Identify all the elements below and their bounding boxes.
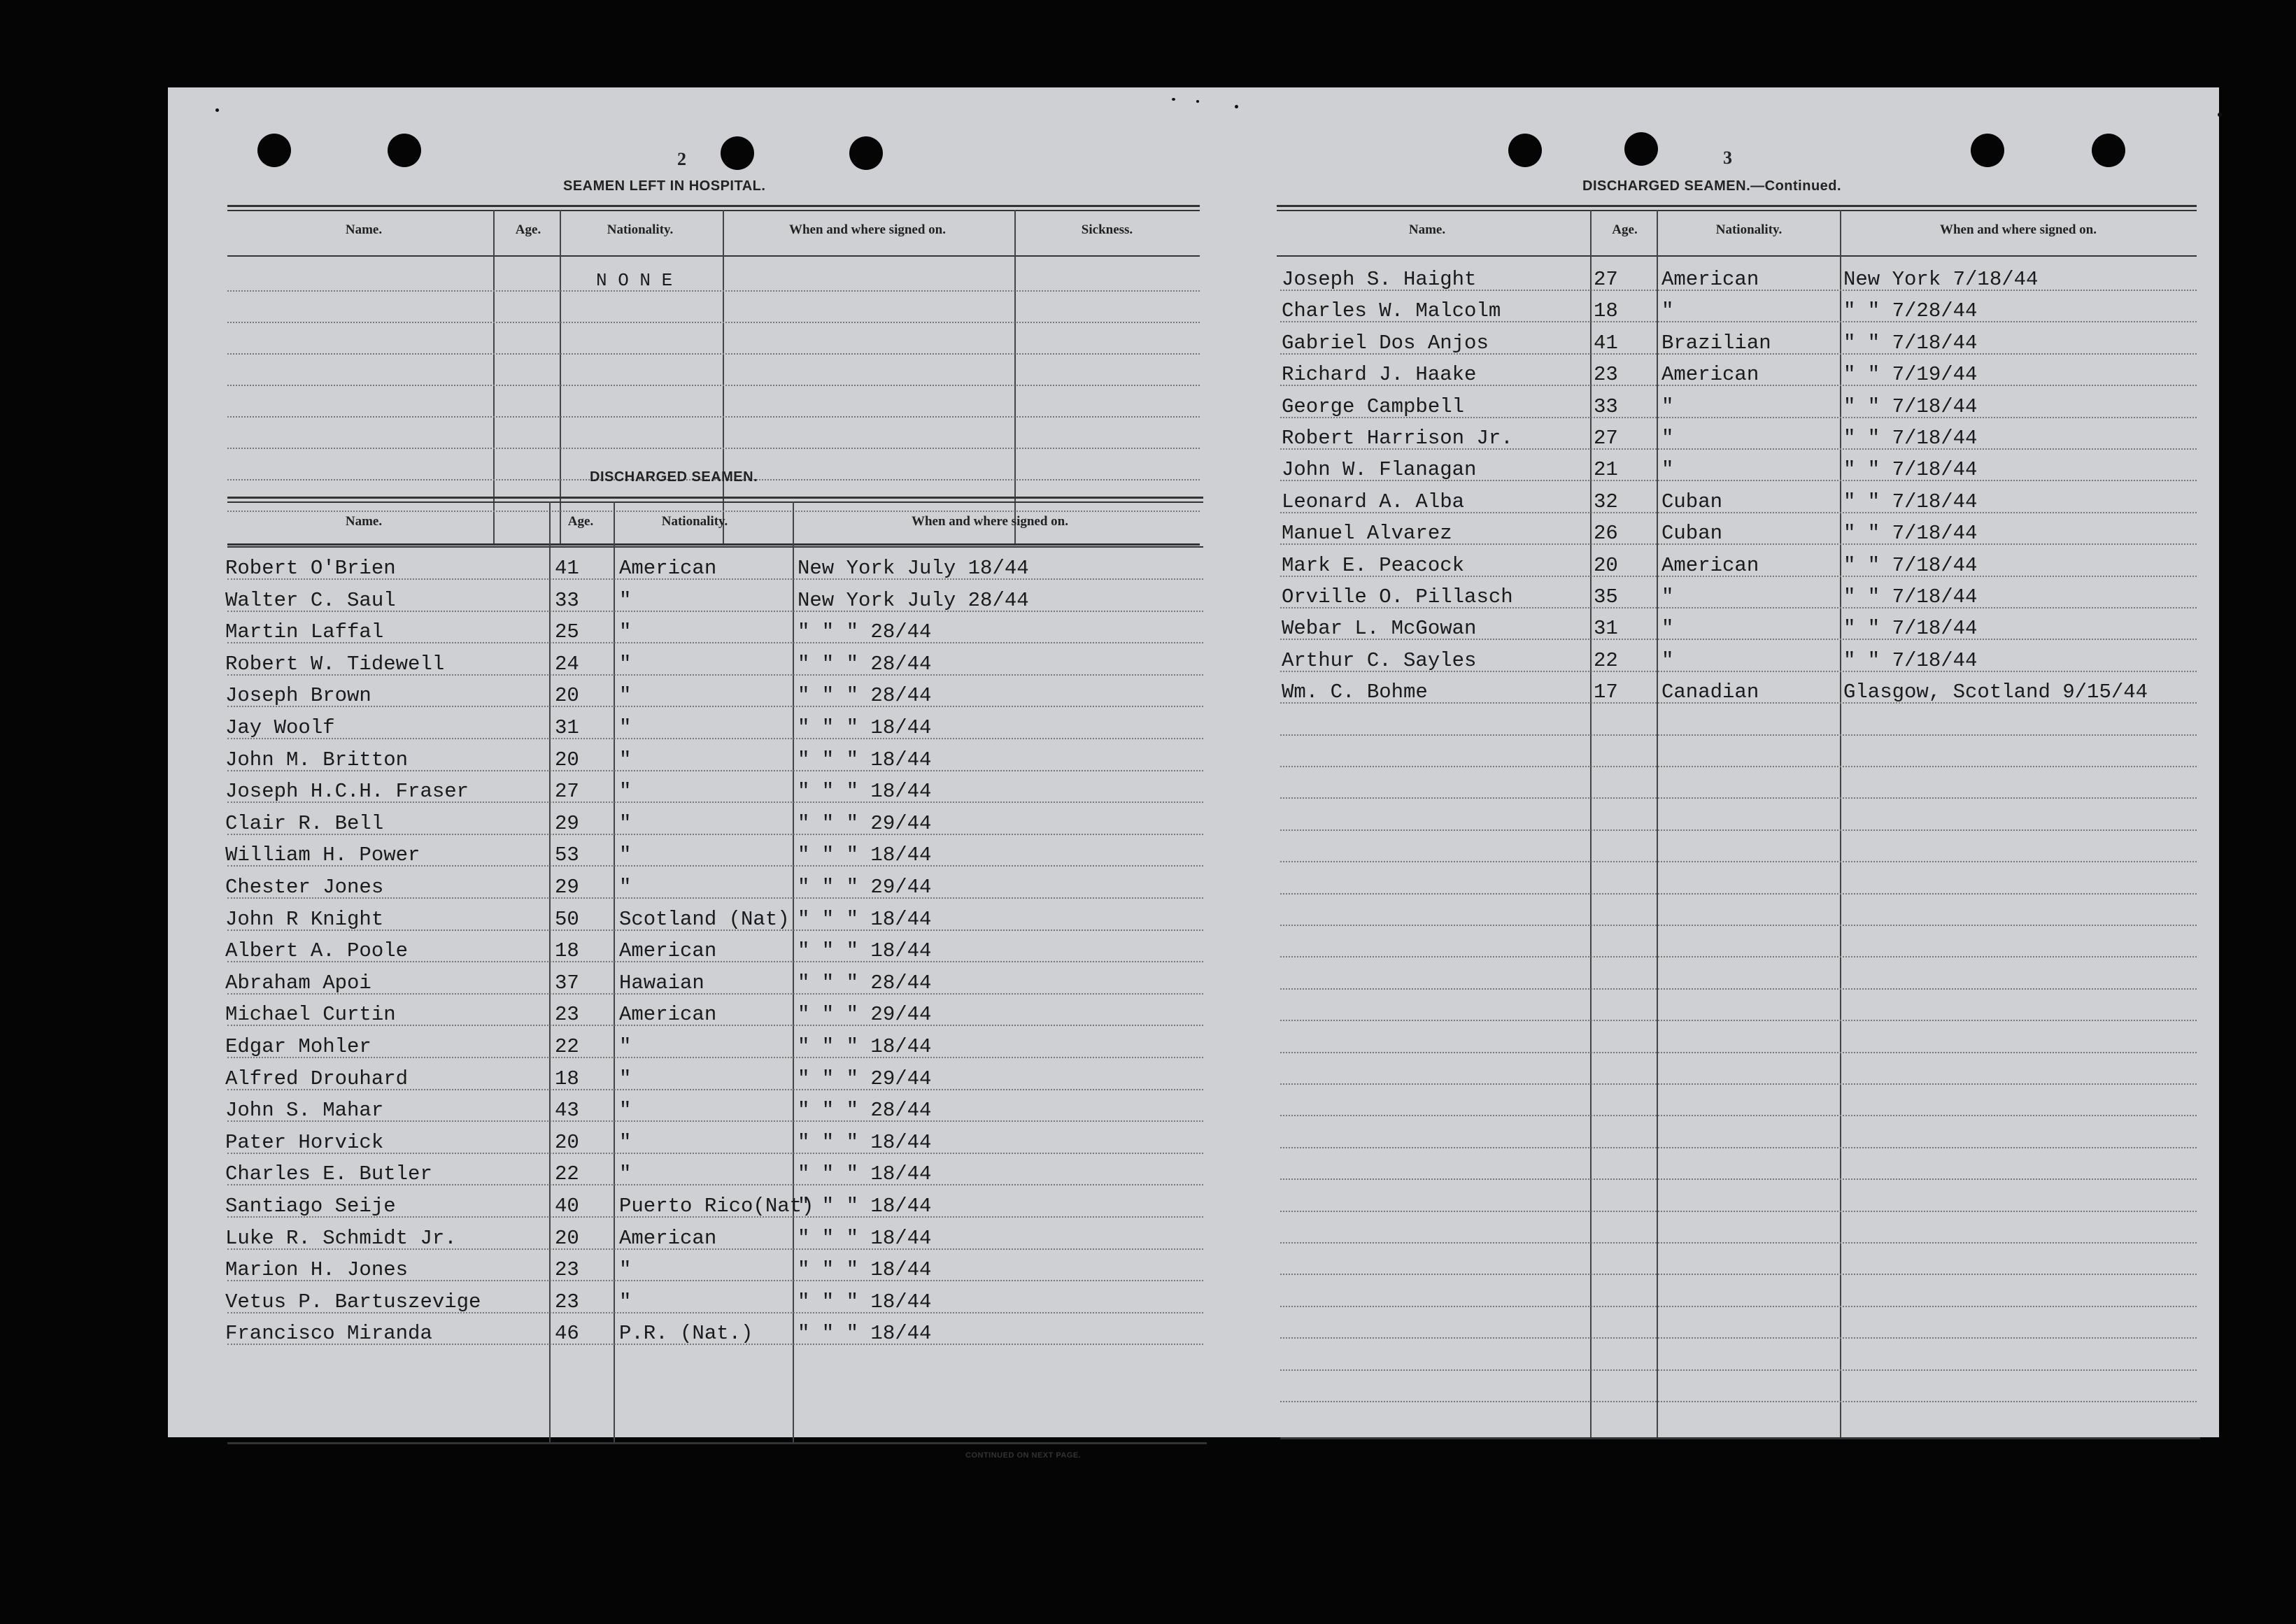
column-header: Name. bbox=[1408, 222, 1446, 237]
rule bbox=[1277, 205, 2197, 207]
cell-signed: " " " 18/44 bbox=[798, 907, 932, 931]
cell-name: Manuel Alvarez bbox=[1282, 522, 1452, 546]
row-line bbox=[1280, 1306, 2197, 1307]
cell-signed: " " " 29/44 bbox=[798, 1067, 932, 1090]
column-header: Nationality. bbox=[1715, 222, 1783, 237]
cell-name: Leonard A. Alba bbox=[1282, 490, 1465, 513]
cell-age: 18 bbox=[555, 1067, 579, 1090]
cell-age: 22 bbox=[555, 1035, 579, 1058]
binder-hole bbox=[2092, 134, 2125, 167]
column-header: When and where signed on. bbox=[1939, 222, 2097, 237]
cell-age: 53 bbox=[555, 843, 579, 867]
cell-signed: " " " 18/44 bbox=[798, 780, 932, 804]
row-line bbox=[1280, 829, 2197, 831]
rule bbox=[227, 501, 1203, 503]
cell-nationality: " bbox=[1661, 427, 1674, 450]
cell-age: 31 bbox=[1594, 617, 1618, 641]
cell-nationality: " bbox=[1661, 458, 1674, 482]
cell-signed: " " " 18/44 bbox=[798, 1258, 932, 1282]
cell-age: 41 bbox=[555, 557, 579, 580]
row-line bbox=[1280, 925, 2197, 926]
cell-nationality: " bbox=[619, 1099, 632, 1123]
row-line bbox=[1280, 1337, 2197, 1339]
cell-signed: " " " 29/44 bbox=[798, 876, 932, 899]
cell-age: 20 bbox=[1594, 553, 1618, 577]
cell-signed: New York July 28/44 bbox=[798, 588, 1029, 612]
cell-name: Edgar Mohler bbox=[225, 1035, 371, 1058]
rule bbox=[227, 543, 1200, 546]
cell-age: 37 bbox=[555, 971, 579, 995]
cell-signed: " " 7/18/44 bbox=[1843, 394, 1978, 418]
cell-name: Alfred Drouhard bbox=[225, 1067, 409, 1090]
cell-nationality: " bbox=[619, 684, 632, 708]
rule bbox=[227, 497, 1203, 499]
cell-signed: " " " 28/44 bbox=[798, 971, 932, 995]
row-line bbox=[227, 738, 1203, 739]
cell-nationality: " bbox=[619, 652, 632, 676]
cell-age: 23 bbox=[555, 1290, 579, 1313]
cell-age: 35 bbox=[1594, 585, 1618, 608]
cell-age: 23 bbox=[555, 1003, 579, 1027]
cell-signed: " " 7/18/44 bbox=[1843, 427, 1978, 450]
cell-nationality: " bbox=[619, 588, 632, 612]
column-header: When and where signed on. bbox=[788, 222, 946, 237]
column-header: Nationality. bbox=[661, 514, 728, 529]
cell-name: Charles E. Butler bbox=[225, 1162, 432, 1186]
cell-name: Chester Jones bbox=[225, 876, 384, 899]
cell-name: Wm. C. Bohme bbox=[1282, 681, 1428, 704]
page-number: 2 bbox=[677, 149, 686, 169]
cell-signed: " " 7/18/44 bbox=[1843, 522, 1978, 546]
row-line bbox=[1280, 1242, 2197, 1244]
cell-signed: " " " 18/44 bbox=[798, 1162, 932, 1186]
row-line bbox=[1280, 766, 2197, 767]
row-line bbox=[1280, 1369, 2197, 1371]
cell-name: Abraham Apoi bbox=[225, 971, 371, 995]
continued-note: CONTINUED ON NEXT PAGE. bbox=[965, 1451, 1082, 1460]
cell-signed: " " " 28/44 bbox=[798, 1099, 932, 1123]
rule bbox=[227, 205, 1200, 207]
cell-name: John W. Flanagan bbox=[1282, 458, 1477, 482]
cell-signed: " " 7/18/44 bbox=[1843, 648, 1978, 672]
cell-nationality: " bbox=[619, 876, 632, 899]
cell-age: 20 bbox=[555, 1130, 579, 1154]
cell-nationality: " bbox=[619, 1290, 632, 1313]
cell-age: 27 bbox=[1594, 268, 1618, 291]
cell-nationality: American bbox=[1661, 363, 1759, 387]
cell-name: Jay Woolf bbox=[225, 716, 335, 739]
cell-age: 22 bbox=[555, 1162, 579, 1186]
cell-nationality: American bbox=[1661, 553, 1759, 577]
cell-age: 20 bbox=[555, 684, 579, 708]
cell-nationality: " bbox=[619, 1067, 632, 1090]
page-number: 3 bbox=[1723, 148, 1732, 168]
column-header: When and where signed on. bbox=[911, 514, 1068, 529]
cell-nationality: " bbox=[619, 716, 632, 739]
cell-nationality: " bbox=[619, 1162, 632, 1186]
cell-signed: " " " 18/44 bbox=[798, 748, 932, 771]
cell-signed: " " " 18/44 bbox=[798, 1035, 932, 1058]
row-line bbox=[227, 993, 1203, 995]
cell-nationality: " bbox=[619, 620, 632, 644]
cell-age: 31 bbox=[555, 716, 579, 739]
binder-hole bbox=[1508, 134, 1542, 167]
cell-age: 23 bbox=[555, 1258, 579, 1282]
cell-nationality: " bbox=[619, 1258, 632, 1282]
binder-hole bbox=[1971, 134, 2004, 167]
binder-hole bbox=[849, 136, 883, 170]
cell-nationality: American bbox=[619, 557, 717, 580]
row-line bbox=[1280, 1211, 2197, 1212]
cell-signed: " " " 18/44 bbox=[798, 843, 932, 867]
cell-nationality: Canadian bbox=[1661, 681, 1759, 704]
row-line bbox=[1280, 1052, 2197, 1053]
cell-signed: " " " 28/44 bbox=[798, 684, 932, 708]
hospital-section-title: SEAMEN LEFT IN HOSPITAL. bbox=[563, 178, 766, 194]
row-line bbox=[1280, 1083, 2197, 1085]
row-line bbox=[227, 1057, 1203, 1058]
cell-nationality: American bbox=[619, 1003, 717, 1027]
cell-age: 17 bbox=[1594, 681, 1618, 704]
cell-name: Walter C. Saul bbox=[225, 588, 396, 612]
column-header: Age. bbox=[567, 514, 594, 529]
row-line bbox=[1280, 1020, 2197, 1021]
cell-age: 29 bbox=[555, 876, 579, 899]
cell-age: 20 bbox=[555, 748, 579, 771]
cell-signed: " " " 18/44 bbox=[798, 1195, 932, 1218]
cell-name: Vetus P. Bartuszevige bbox=[225, 1290, 481, 1313]
cell-age: 20 bbox=[555, 1226, 579, 1250]
cell-signed: " " " 18/44 bbox=[798, 1290, 932, 1313]
cell-name: George Campbell bbox=[1282, 394, 1465, 418]
cell-age: 23 bbox=[1594, 363, 1618, 387]
binder-hole bbox=[257, 134, 291, 167]
cell-signed: Glasgow, Scotland 9/15/44 bbox=[1843, 681, 2148, 704]
cell-signed: " " " 18/44 bbox=[798, 1226, 932, 1250]
cell-name: Mark E. Peacock bbox=[1282, 553, 1465, 577]
cell-nationality: " bbox=[1661, 394, 1674, 418]
cell-name: Webar L. McGowan bbox=[1282, 617, 1477, 641]
cell-signed: " " " 18/44 bbox=[798, 939, 932, 963]
cell-nationality: American bbox=[619, 1226, 717, 1250]
column-header: Sickness. bbox=[1081, 222, 1133, 237]
right-page bbox=[1217, 87, 2219, 1437]
cell-age: 32 bbox=[1594, 490, 1618, 513]
rule bbox=[227, 255, 1200, 257]
cell-signed: " " 7/19/44 bbox=[1843, 363, 1978, 387]
cell-name: John S. Mahar bbox=[225, 1099, 384, 1123]
cell-signed: " " 7/18/44 bbox=[1843, 490, 1978, 513]
row-line bbox=[1280, 1147, 2197, 1148]
cell-age: 41 bbox=[1594, 331, 1618, 355]
cell-age: 27 bbox=[555, 780, 579, 804]
row-line bbox=[1280, 1178, 2197, 1180]
cell-signed: " " " 29/44 bbox=[798, 1003, 932, 1027]
row-line bbox=[1280, 1401, 2197, 1402]
row-line bbox=[1280, 1115, 2197, 1116]
rule bbox=[227, 1442, 1207, 1444]
cell-name: Orville O. Pillasch bbox=[1282, 585, 1513, 608]
cell-signed: " " 7/28/44 bbox=[1843, 299, 1978, 323]
cell-signed: " " 7/18/44 bbox=[1843, 617, 1978, 641]
cell-name: John R Knight bbox=[225, 907, 384, 931]
row-line bbox=[1280, 861, 2197, 862]
column-header: Name. bbox=[345, 222, 383, 237]
column-header: Name. bbox=[345, 514, 383, 529]
cell-age: 21 bbox=[1594, 458, 1618, 482]
cell-nationality: American bbox=[619, 939, 717, 963]
cell-age: 46 bbox=[555, 1322, 579, 1346]
cell-name: Joseph S. Haight bbox=[1282, 268, 1477, 291]
cell-nationality: Scotland (Nat) bbox=[619, 907, 790, 931]
cell-nationality: " bbox=[1661, 648, 1674, 672]
cell-age: 43 bbox=[555, 1099, 579, 1123]
cell-age: 18 bbox=[555, 939, 579, 963]
row-line bbox=[1280, 1274, 2197, 1275]
cell-name: Arthur C. Sayles bbox=[1282, 648, 1477, 672]
cell-nationality: Puerto Rico(Nat) bbox=[619, 1195, 814, 1218]
cell-name: Richard J. Haake bbox=[1282, 363, 1477, 387]
discharged-section-title: DISCHARGED SEAMEN. bbox=[590, 469, 758, 485]
cell-name: Michael Curtin bbox=[225, 1003, 396, 1027]
rule bbox=[227, 546, 1203, 548]
cell-signed: " " " 18/44 bbox=[798, 1130, 932, 1154]
cell-name: John M. Britton bbox=[225, 748, 409, 771]
cell-age: 40 bbox=[555, 1195, 579, 1218]
cell-signed: " " 7/18/44 bbox=[1843, 553, 1978, 577]
cell-name: Gabriel Dos Anjos bbox=[1282, 331, 1489, 355]
cell-signed: New York July 18/44 bbox=[798, 557, 1029, 580]
cell-name: Joseph Brown bbox=[225, 684, 371, 708]
cell-age: 26 bbox=[1594, 522, 1618, 546]
cell-signed: " " " 28/44 bbox=[798, 620, 932, 644]
cell-age: 24 bbox=[555, 652, 579, 676]
cell-nationality: " bbox=[619, 843, 632, 867]
rule bbox=[1280, 1437, 2200, 1439]
cell-age: 25 bbox=[555, 620, 579, 644]
cell-signed: " " 7/18/44 bbox=[1843, 331, 1978, 355]
cell-nationality: Hawaian bbox=[619, 971, 704, 995]
column-header: Age. bbox=[1612, 222, 1638, 237]
cell-signed: " " " 29/44 bbox=[798, 811, 932, 835]
row-line bbox=[1280, 893, 2197, 895]
binder-hole bbox=[388, 134, 421, 167]
rule bbox=[1277, 210, 2197, 211]
cell-nationality: Cuban bbox=[1661, 522, 1723, 546]
left-page bbox=[168, 87, 1217, 1460]
cell-nationality: " bbox=[619, 811, 632, 835]
cell-name: William H. Power bbox=[225, 843, 420, 867]
cell-signed: " " 7/18/44 bbox=[1843, 585, 1978, 608]
cell-name: Luke R. Schmidt Jr. bbox=[225, 1226, 457, 1250]
cell-name: Robert Harrison Jr. bbox=[1282, 427, 1513, 450]
binder-hole bbox=[721, 136, 754, 170]
hospital-none-entry: N O N E bbox=[596, 270, 673, 291]
row-line bbox=[1280, 988, 2197, 990]
cell-nationality: P.R. (Nat.) bbox=[619, 1322, 753, 1346]
binder-hole bbox=[1624, 132, 1658, 166]
cell-nationality: " bbox=[1661, 299, 1674, 323]
cell-nationality: Cuban bbox=[1661, 490, 1723, 513]
cell-age: 18 bbox=[1594, 299, 1618, 323]
cell-name: Joseph H.C.H. Fraser bbox=[225, 780, 469, 804]
cell-nationality: Brazilian bbox=[1661, 331, 1771, 355]
cell-signed: " " 7/18/44 bbox=[1843, 458, 1978, 482]
cell-nationality: American bbox=[1661, 268, 1759, 291]
cell-age: 33 bbox=[555, 588, 579, 612]
row-line bbox=[227, 706, 1203, 707]
cell-age: 22 bbox=[1594, 648, 1618, 672]
cell-age: 33 bbox=[1594, 394, 1618, 418]
cell-age: 27 bbox=[1594, 427, 1618, 450]
cell-name: Martin Laffal bbox=[225, 620, 384, 644]
row-line bbox=[1280, 956, 2197, 957]
cell-name: Santiago Seije bbox=[225, 1195, 396, 1218]
cell-nationality: " bbox=[619, 1035, 632, 1058]
cell-nationality: " bbox=[619, 1130, 632, 1154]
cell-signed: " " " 28/44 bbox=[798, 652, 932, 676]
cell-name: Robert W. Tidewell bbox=[225, 652, 445, 676]
row-line bbox=[1280, 734, 2197, 736]
cell-name: Marion H. Jones bbox=[225, 1258, 409, 1282]
cell-age: 29 bbox=[555, 811, 579, 835]
cell-nationality: " bbox=[619, 748, 632, 771]
cell-nationality: " bbox=[1661, 617, 1674, 641]
column-header: Nationality. bbox=[607, 222, 674, 237]
cell-name: Francisco Miranda bbox=[225, 1322, 432, 1346]
cell-nationality: " bbox=[1661, 585, 1674, 608]
cell-nationality: " bbox=[619, 780, 632, 804]
cell-name: Robert O'Brien bbox=[225, 557, 396, 580]
cell-signed: " " " 18/44 bbox=[798, 716, 932, 739]
cell-age: 50 bbox=[555, 907, 579, 931]
cell-name: Albert A. Poole bbox=[225, 939, 409, 963]
cell-signed: " " " 18/44 bbox=[798, 1322, 932, 1346]
section-title: DISCHARGED SEAMEN.—Continued. bbox=[1582, 178, 1842, 194]
column-header: Age. bbox=[515, 222, 541, 237]
rule bbox=[227, 210, 1200, 211]
rule bbox=[1277, 255, 2197, 257]
row-line bbox=[1280, 797, 2197, 799]
cell-name: Charles W. Malcolm bbox=[1282, 299, 1501, 323]
cell-name: Pater Horvick bbox=[225, 1130, 384, 1154]
cell-name: Clair R. Bell bbox=[225, 811, 384, 835]
cell-signed: New York 7/18/44 bbox=[1843, 268, 2039, 291]
